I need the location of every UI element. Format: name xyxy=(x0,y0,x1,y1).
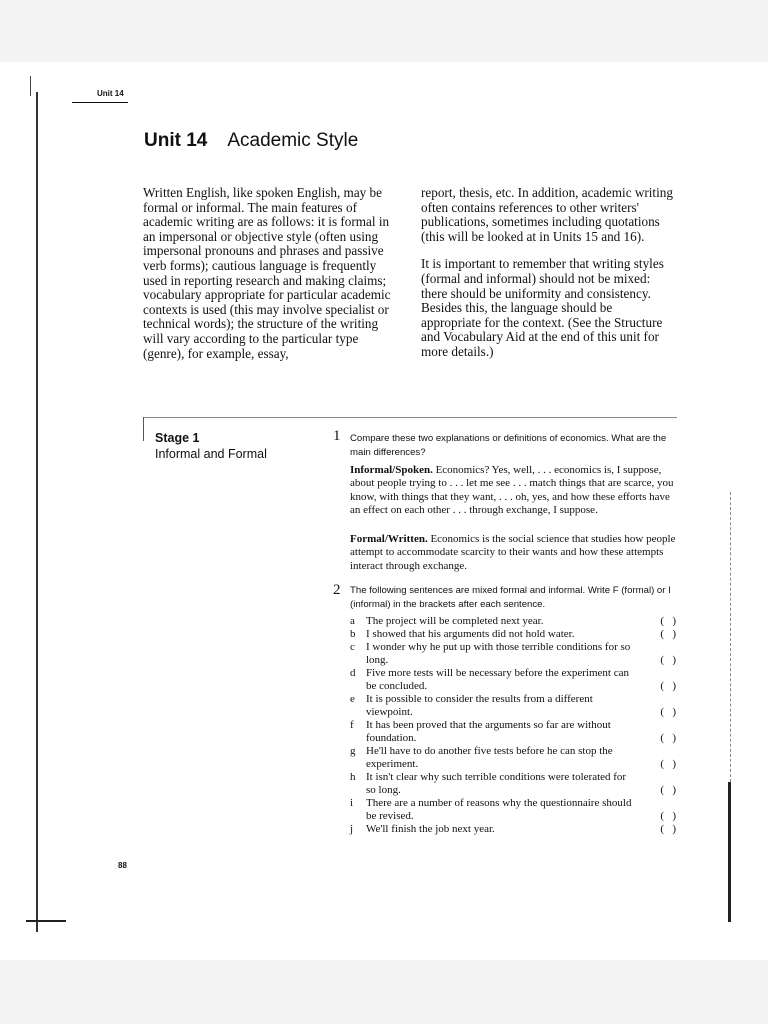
intro-left-column xyxy=(143,186,395,374)
answer-bracket[interactable]: ( ) xyxy=(660,758,676,770)
list-item: d Five more tests will be necessary before the experiment can be concluded. ( ) xyxy=(350,667,676,692)
answer-bracket[interactable]: ( ) xyxy=(660,615,676,627)
list-item: b I showed that his arguments did not hold water. ( ) xyxy=(350,628,676,640)
page-right-edge xyxy=(728,782,731,922)
title-unit: Unit 14 xyxy=(144,130,208,151)
answer-bracket[interactable]: ( ) xyxy=(660,810,676,822)
intro-paragraph: It is important to remember that writing styles (formal and informal) should not be mixed: there should be uniformity and consistency. Besides this, the language should be appropriate for the context. (See the Structure and Vocabulary Aid at the end of this unit for more details.) xyxy=(421,256,664,359)
question-2-number: 2 xyxy=(333,582,341,598)
stage-title: Informal and Formal xyxy=(155,447,267,461)
answer-bracket[interactable]: ( ) xyxy=(660,628,676,640)
informal-label: Informal/Spoken. xyxy=(350,464,433,476)
book-page xyxy=(0,62,768,960)
list-item: i There are a number of reasons why the questionnaire should be revised. ( ) xyxy=(350,797,676,822)
informal-text: Economics? Yes, well, . . . economics is, I suppose, about people trying to . . . let me see . . . match things that are scarce, you know, with things that they want, . . . oh, yes, and how these efforts have an effect on each other . . . through exchange, I suppose. xyxy=(350,464,674,516)
question-1-prompt: Compare these two explanations or definitions of economics. What are the main differences? xyxy=(350,433,667,458)
question-1-number: 1 xyxy=(333,428,341,444)
answer-bracket[interactable]: ( ) xyxy=(660,784,676,796)
list-item: f It has been proved that the arguments so far are without foundation. ( ) xyxy=(350,719,676,744)
stage-heading xyxy=(155,430,267,462)
answer-bracket[interactable]: ( ) xyxy=(660,680,676,692)
binding-foot xyxy=(26,920,66,922)
sentence-list xyxy=(350,615,680,836)
answer-bracket[interactable]: ( ) xyxy=(660,706,676,718)
informal-definition xyxy=(350,464,680,517)
formal-definition xyxy=(350,533,680,573)
page-edge-marks xyxy=(730,492,732,782)
answer-bracket[interactable]: ( ) xyxy=(660,654,676,666)
binding-mark xyxy=(30,76,31,96)
list-item: a The project will be completed next year. ( ) xyxy=(350,615,676,627)
stage-divider xyxy=(143,417,677,418)
answer-bracket[interactable]: ( ) xyxy=(660,732,676,744)
list-item: g He'll have to do another five tests before he can stop the experiment. ( ) xyxy=(350,745,676,770)
list-item: c I wonder why he put up with those terrible conditions for so long. ( ) xyxy=(350,641,676,666)
page-title xyxy=(144,130,358,152)
list-item: h It isn't clear why such terrible conditions were tolerated for so long. ( ) xyxy=(350,771,676,796)
intro-right-column xyxy=(421,186,673,373)
page-number: 88 xyxy=(118,861,127,870)
title-name: Academic Style xyxy=(227,130,359,151)
running-head-rule xyxy=(72,102,128,103)
formal-label: Formal/Written. xyxy=(350,533,428,545)
running-head: Unit 14 xyxy=(97,89,124,98)
answer-bracket[interactable]: ( ) xyxy=(660,823,676,835)
list-item: e It is possible to consider the results from a different viewpoint. ( ) xyxy=(350,693,676,718)
intro-paragraph: Written English, like spoken English, may be formal or informal. The main features of academic writing are as follows: it is formal in an impersonal or objective style (often using impersonal pronouns and phrases and passive verb forms); cautious language is frequently used in reporting research and making claims; vocabulary appropriate for particular academic contexts is used (this may involve specialist or technical words); the structure of the writing will vary according to the particular type (genre), for example, essay, xyxy=(143,185,391,361)
intro-paragraph: report, thesis, etc. In addition, academic writing often contains references to other writers' publications, sometimes including quotations (this will be looked at in Units 15 and 16). xyxy=(421,185,673,244)
formal-text: Economics is the social science that studies how people attempt to accommodate scarcity to their wants and how these attempts interact through exchange. xyxy=(350,533,676,572)
question-2-prompt: The following sentences are mixed formal and informal. Write F (formal) or I (informal) in the brackets after each sentence. xyxy=(350,585,671,610)
binding-edge xyxy=(36,92,38,932)
stage-number: Stage 1 xyxy=(155,431,200,445)
list-item: j We'll finish the job next year. ( ) xyxy=(350,823,676,835)
stage-divider-tick xyxy=(143,417,144,441)
